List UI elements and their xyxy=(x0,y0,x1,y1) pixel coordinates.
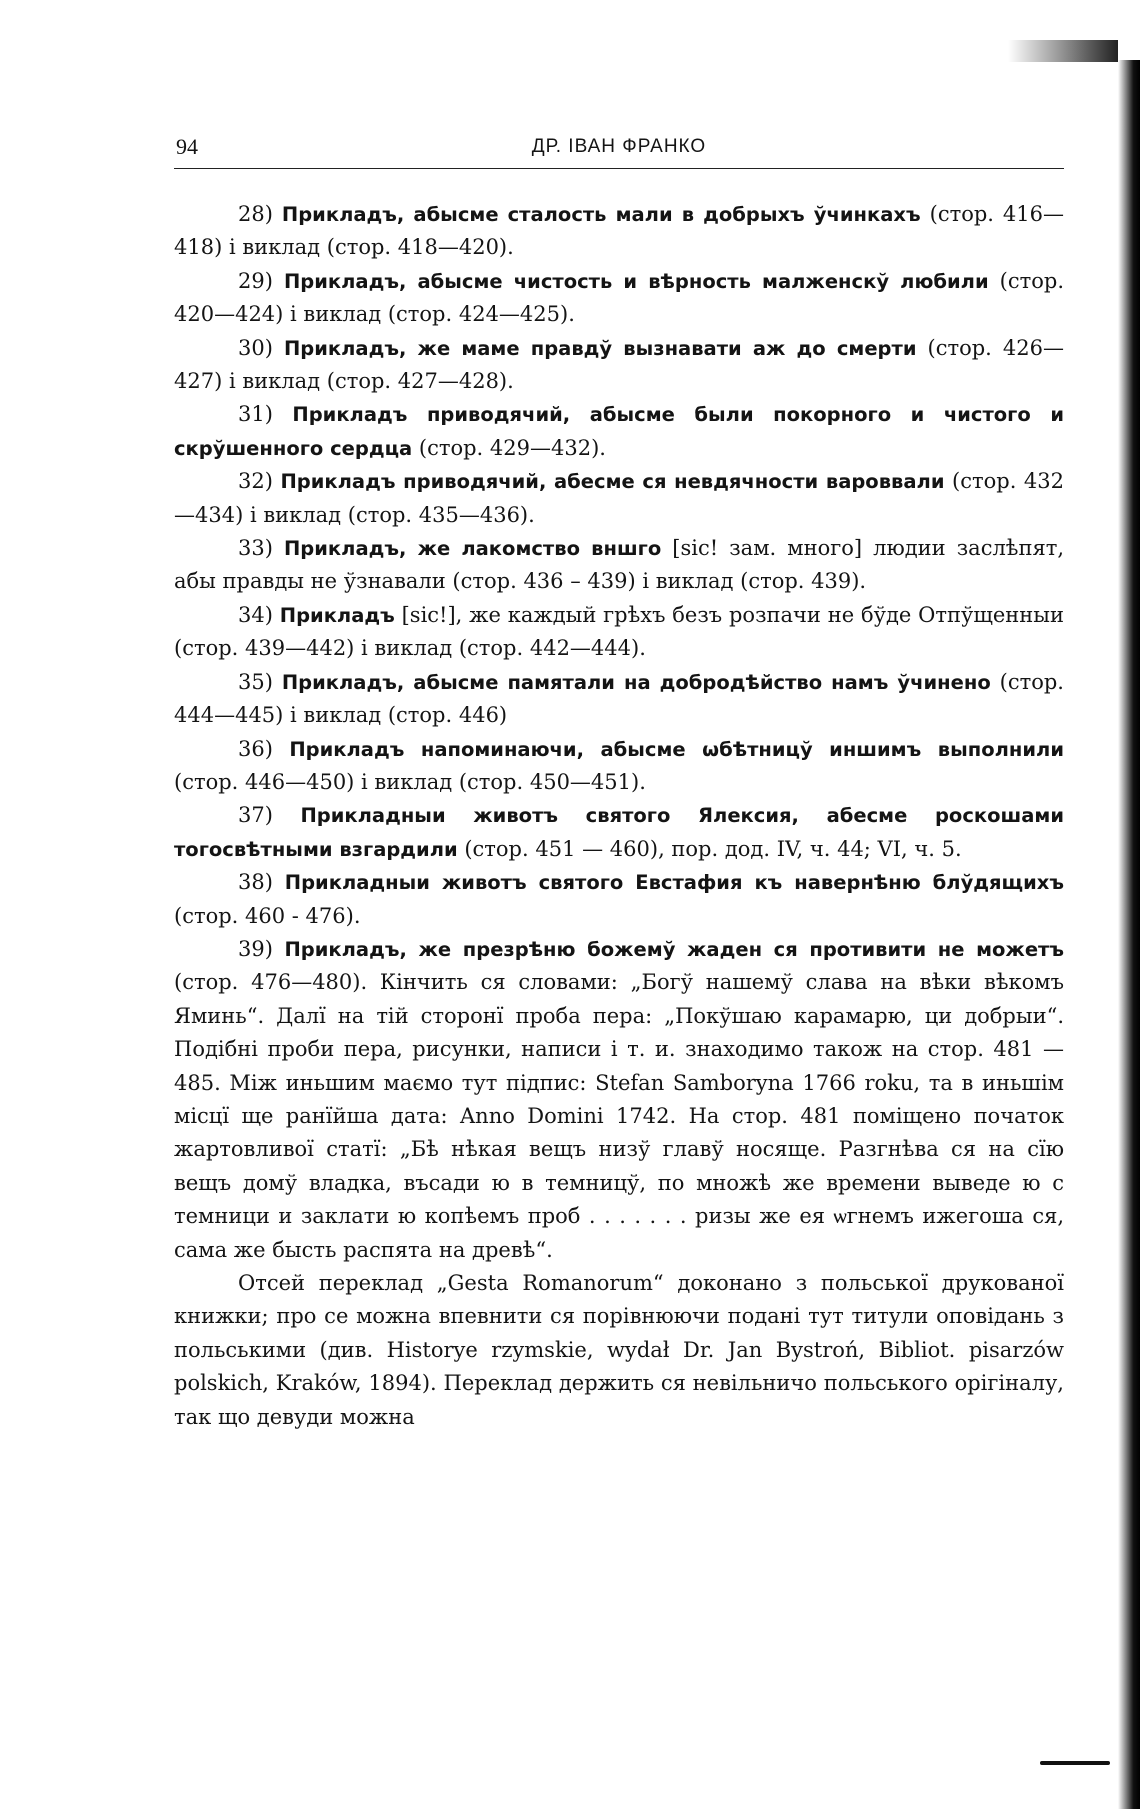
list-item: 37) Прикладныи животъ святого Ялексия, абесме роскошами тогосвѣтными взгардили (стор. 451 — 460), пор. дод. IV, ч. 44; VI, ч. 5. xyxy=(174,803,1064,861)
list-item: 39) Прикладъ, же презрѣню божемў жаден ся противити не можетъ (стор. 476—480). Кінчить ся словами: „Богў нашемў слава на вѣки вѣкомъ Яминь“. Далї на тій сторонї проба пера: „Покўшаю карамарю, ци добрыи“. Подібні проби пера, рисунки, написи і т. и. знаходимо також на стор. 481 — 485. Між иньшим маємо тут підпис: Stefan Samboryna 1766 roku, та в иньшім місцї ще ранїйша дата: Anno Domini 1742. На стор. 481 поміщено початок жартовливої статї: „Бѣ нѣкая вещъ низў главў носяще. Разгнѣва ся на сїю вещъ домў владка, въсади ю в темницў, по множѣ же времени выведе ю с темници и заклати ю копѣемъ проб . . . . . . . ризы же ея ѡгнемъ ижегоша ся, сама же бысть распята на древѣ“. xyxy=(174,936,1065,1262)
slavonic-title: Прикладъ, же презрѣню божемў жаден ся противити не можетъ xyxy=(284,937,1065,961)
list-item: 31) Прикладъ приводячий, абысме были покорного и чистого и скрўшенного сердца (стор. 429—432). xyxy=(174,402,1064,460)
scan-binding-shadow xyxy=(1118,60,1140,1809)
slavonic-title: Прикладъ приводячий, абесме ся невдячности вароввали xyxy=(280,470,945,494)
page-body xyxy=(174,198,1064,1434)
list-item: 35) Прикладъ, абысме памятали на добродѣйство намъ ўчинено (стор. 444—445) і виклад (стор. 446) xyxy=(174,669,1064,728)
list-item: 32) Прикладъ приводячий, абесме ся невдячности вароввали (стор. 432—434) і виклад (стор. 435—436). xyxy=(174,469,1064,527)
page-number: 94 xyxy=(176,134,198,159)
list-item: 28) Прикладъ, абысме сталость мали в добрыхъ ўчинкахъ (стор. 416—418) і виклад (стор. 418—420). xyxy=(174,202,1064,260)
slavonic-title: Прикладъ приводячий, абысме были покорного и чистого и скрўшенного сердца xyxy=(174,403,1064,460)
scan-mark xyxy=(1040,1761,1110,1765)
slavonic-title: Прикладъ, абысме памятали на добродѣйство намъ ўчинено xyxy=(281,670,991,694)
page-header xyxy=(174,134,1064,169)
slavonic-title: Прикладъ напоминаючи, абысме ѡбѣтницў иншимъ выполнили xyxy=(289,737,1064,761)
list-item: 36) Прикладъ напоминаючи, абысме ѡбѣтницў иншимъ выполнили (стор. 446—450) і виклад (стор. 450—451). xyxy=(174,736,1064,794)
list-item: 29) Прикладъ, абысме чистость и вѣрность малженскў любили (стор. 420—424) і виклад (стор. 424—425). xyxy=(174,268,1064,327)
slavonic-title: Прикладъ xyxy=(279,603,395,627)
list-item: 33) Прикладъ, же лакомство вншго [sic! зам. много] людии заслѣпят, абы правды не ўзнавали (стор. 436 – 439) і виклад (стор. 439). xyxy=(174,536,1064,594)
closing-paragraph: Отсей переклад „Gesta Romanorum“ доконано з польської друкованої книжки; про се можна впевнити ся порівнюючи подані тут титули оповідань з польськими (див. Historye rzymskie, wydał Dr. Jan Bystroń, Bibliot. pisarzów polskich, Kraków, 1894). Переклад держить ся невільничо польського орігіналу, так що девуди можна xyxy=(174,1271,1064,1429)
list-item: 34) Прикладъ [sic!], же каждый грѣхъ безъ розпачи не бўде Отпўщенныи (стор. 439—442) і виклад (стор. 442—444). xyxy=(174,602,1064,661)
slavonic-title: Прикладныи животъ святого Евстафия къ навернѣню блўдящихъ xyxy=(284,871,1064,895)
slavonic-title: Прикладъ, абысме сталость мали в добрыхъ ўчинкахъ xyxy=(281,203,921,226)
list-item: 38) Прикладныи животъ святого Евстафия къ навернѣню блўдящихъ (стор. 460 - 476). xyxy=(174,870,1064,928)
slavonic-title: Прикладъ, же маме правдў вызнавати аж до смерти xyxy=(283,336,917,360)
slavonic-title: Прикладъ, абысме чистость и вѣрность малженскў любили xyxy=(283,269,989,293)
list-item: 30) Прикладъ, же маме правдў вызнавати аж до смерти (стор. 426—427) і виклад (стор. 427—428). xyxy=(174,335,1064,394)
scan-shadow-top xyxy=(1008,40,1118,62)
running-title: ДР. ІВАН ФРАНКО xyxy=(531,136,707,157)
slavonic-title: Прикладныи животъ святого Ялексия, абесме роскошами тогосвѣтными взгардили xyxy=(174,804,1064,861)
slavonic-title: Прикладъ, же лакомство вншго xyxy=(283,537,662,561)
